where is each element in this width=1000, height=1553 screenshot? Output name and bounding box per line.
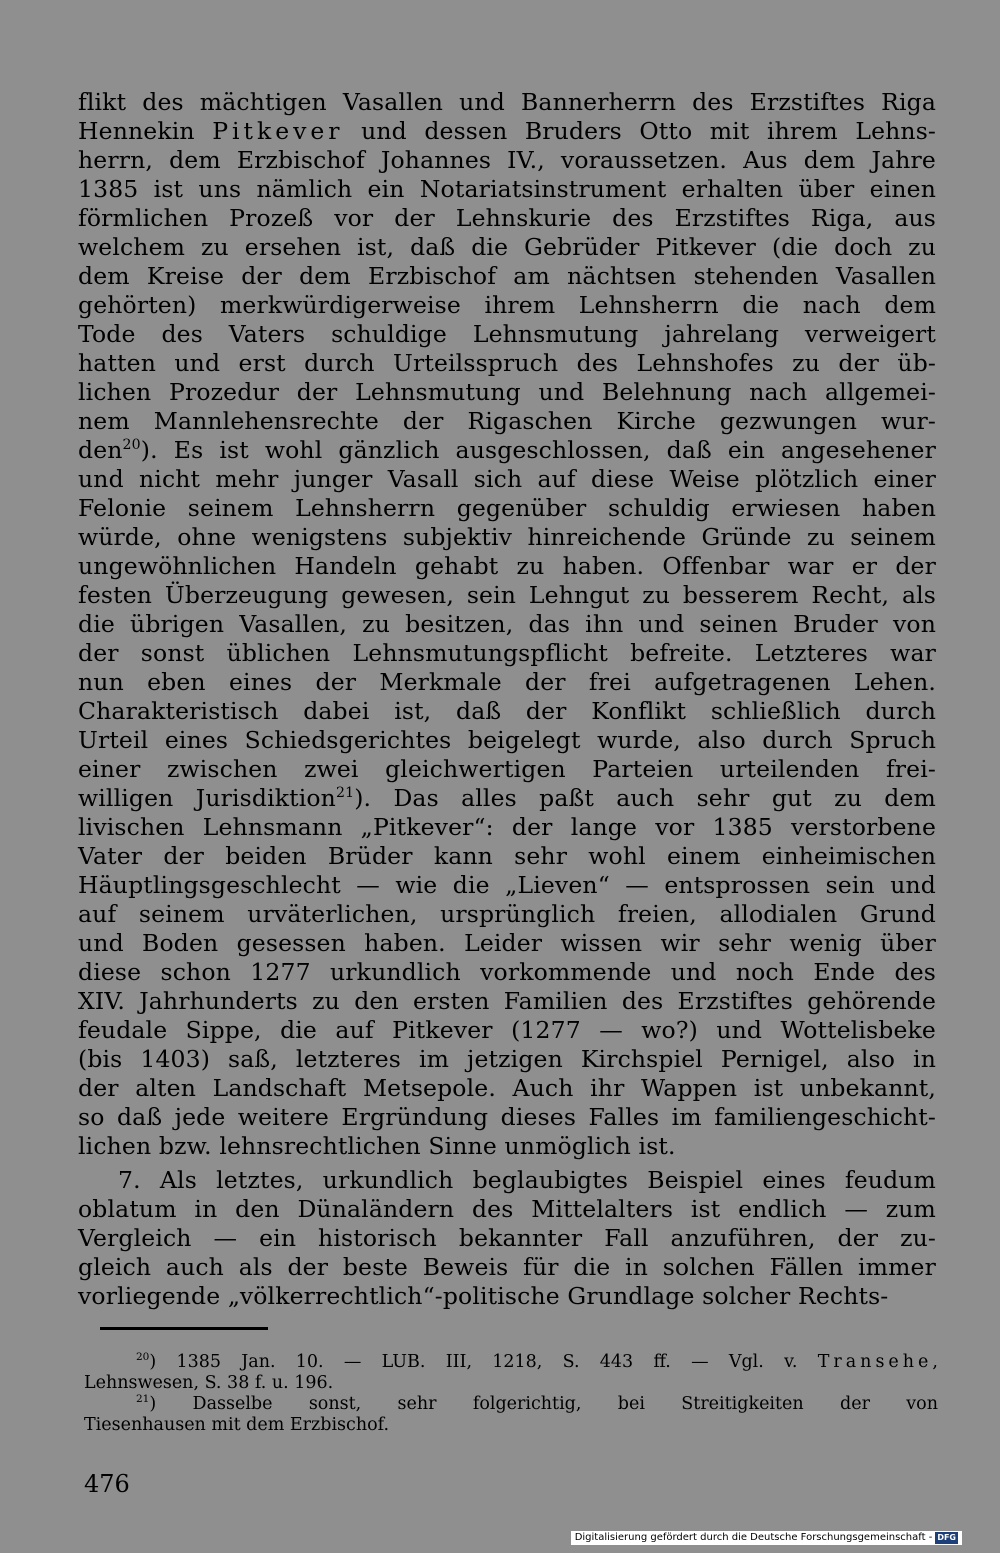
footnote-line: $^{21}$) Dasselbe sonst, sehr folgerichtig, bei Streitigkeiten der von [136, 1393, 938, 1414]
text-line: vorliegende „völkerrechtlich“-politische Grundlage solcher Rechts- [78, 1282, 889, 1310]
text-line: XIV. Jahrhunderts zu den ersten Familien des Erzstiftes gehörende [78, 987, 936, 1015]
text-line: Charakteristisch dabei ist, daß der Konflikt schließlich durch [78, 697, 936, 725]
text-line: livischen Lehnsmann „Pitkever“: der lange vor 1385 verstorbene [78, 813, 936, 841]
text-line: Vater der beiden Brüder kann sehr wohl einem einheimischen [78, 842, 936, 870]
text-line: auf seinem urväterlichen, ursprünglich freien, allodialen Grund [78, 900, 936, 928]
text-line: Häuptlingsgeschlecht — wie die „Lieven“ — entsprossen sein und [78, 871, 936, 899]
text-line: und Boden gesessen haben. Leider wissen wir sehr wenig über [78, 929, 936, 957]
footnote-line: Lehnswesen, S. 38 f. u. 196. [84, 1373, 334, 1393]
text-line: nun eben eines der Merkmale der frei aufgetragenen Lehen. [78, 668, 936, 696]
text-line: willigen Jurisdiktion$^{21}$). Das alles paßt auch sehr gut zu dem [78, 784, 936, 812]
text-line: so daß jede weitere Ergründung dieses Falles im familiengeschicht- [78, 1103, 936, 1131]
page-number: 476 [84, 1470, 130, 1498]
text-line: herrn, dem Erzbischof Johannes IV., voraussetzen. Aus dem Jahre [78, 146, 936, 174]
text-line: der alten Landschaft Metsepole. Auch ihr Wappen ist unbekannt, [78, 1074, 936, 1102]
body-text [78, 88, 936, 1311]
text-line: und nicht mehr junger Vasall sich auf diese Weise plötzlich einer [78, 465, 936, 493]
text-line: festen Überzeugung gewesen, sein Lehngut zu besserem Recht, als [78, 581, 936, 609]
text-line: nem Mannlehensrechte der Rigaschen Kirche gezwungen wur- [78, 407, 936, 435]
text-line: gleich auch als der beste Beweis für die in solchen Fällen immer [78, 1253, 936, 1281]
text-line: der sonst üblichen Lehnsmutungspflicht befreite. Letzteres war [78, 639, 936, 667]
footnote-line: $^{20}$) 1385 Jan. 10. — LUB. III, 1218, S. 443 ff. — Vgl. v. Transehe, [136, 1351, 938, 1372]
text-line: lichen Prozedur der Lehnsmutung und Belehnung nach allgemei- [78, 378, 936, 406]
credit-text: Digitalisierung gefördert durch die Deutsche Forschungsgemeinschaft - [574, 1532, 933, 1543]
footnote-separator [100, 1327, 268, 1330]
text-line: (bis 1403) saß, letzteres im jetzigen Kirchspiel Pernigel, also in [78, 1045, 936, 1073]
text-line: lichen bzw. lehnsrechtlichen Sinne unmöglich ist. [78, 1132, 676, 1160]
text-line: welchem zu ersehen ist, daß die Gebrüder Pitkever (die doch zu [78, 233, 936, 261]
dfg-logo: DFG [937, 1533, 956, 1542]
text-line: würde, ohne wenigstens subjektiv hinreichende Gründe zu seinem [78, 523, 936, 551]
text-line: einer zwischen zwei gleichwertigen Parteien urteilenden frei- [78, 755, 936, 783]
text-line: Urteil eines Schiedsgerichtes beigelegt wurde, also durch Spruch [78, 726, 936, 754]
text-line: förmlichen Prozeß vor der Lehnskurie des Erzstiftes Riga, aus [78, 204, 936, 232]
footnotes [84, 1352, 938, 1436]
text-line: gehörten) merkwürdigerweise ihrem Lehnsherrn die nach dem [78, 291, 936, 319]
text-line: oblatum in den Dünaländern des Mittelalters ist endlich — zum [78, 1195, 936, 1223]
text-line: die übrigen Vasallen, zu besitzen, das ihn und seinen Bruder von [78, 610, 936, 638]
text-line: Hennekin Pitkever und dessen Bruders Otto mit ihrem Lehns- [78, 117, 936, 145]
text-line: 1385 ist uns nämlich ein Notariatsinstrument erhalten über einen [78, 175, 936, 203]
text-line: 7. Als letztes, urkundlich beglaubigtes Beispiel eines feudum [118, 1166, 936, 1194]
text-line: diese schon 1277 urkundlich vorkommende und noch Ende des [78, 958, 936, 986]
text-line: dem Kreise der dem Erzbischof am nächtsen stehenden Vasallen [78, 262, 936, 290]
text-line: ungewöhnlichen Handeln gehabt zu haben. Offenbar war er der [78, 552, 936, 580]
text-line: Vergleich — ein historisch bekannter Fall anzuführen, der zu- [78, 1224, 936, 1252]
text-line: hatten und erst durch Urteilsspruch des Lehnshofes zu der üb- [78, 349, 936, 377]
text-line: den$^{20}$). Es ist wohl gänzlich ausgeschlossen, daß ein angesehener [78, 436, 936, 464]
text-line: Tode des Vaters schuldige Lehnsmutung jahrelang verweigert [78, 320, 936, 348]
text-line: Felonie seinem Lehnsherrn gegenüber schuldig erwiesen haben [78, 494, 936, 522]
footnote-line: Tiesenhausen mit dem Erzbischof. [84, 1415, 390, 1435]
text-line: flikt des mächtigen Vasallen und Bannerherrn des Erzstiftes Riga [78, 88, 936, 116]
text-line: feudale Sippe, die auf Pitkever (1277 — wo?) und Wottelisbeke [78, 1016, 936, 1044]
digitization-credit [571, 1531, 962, 1545]
